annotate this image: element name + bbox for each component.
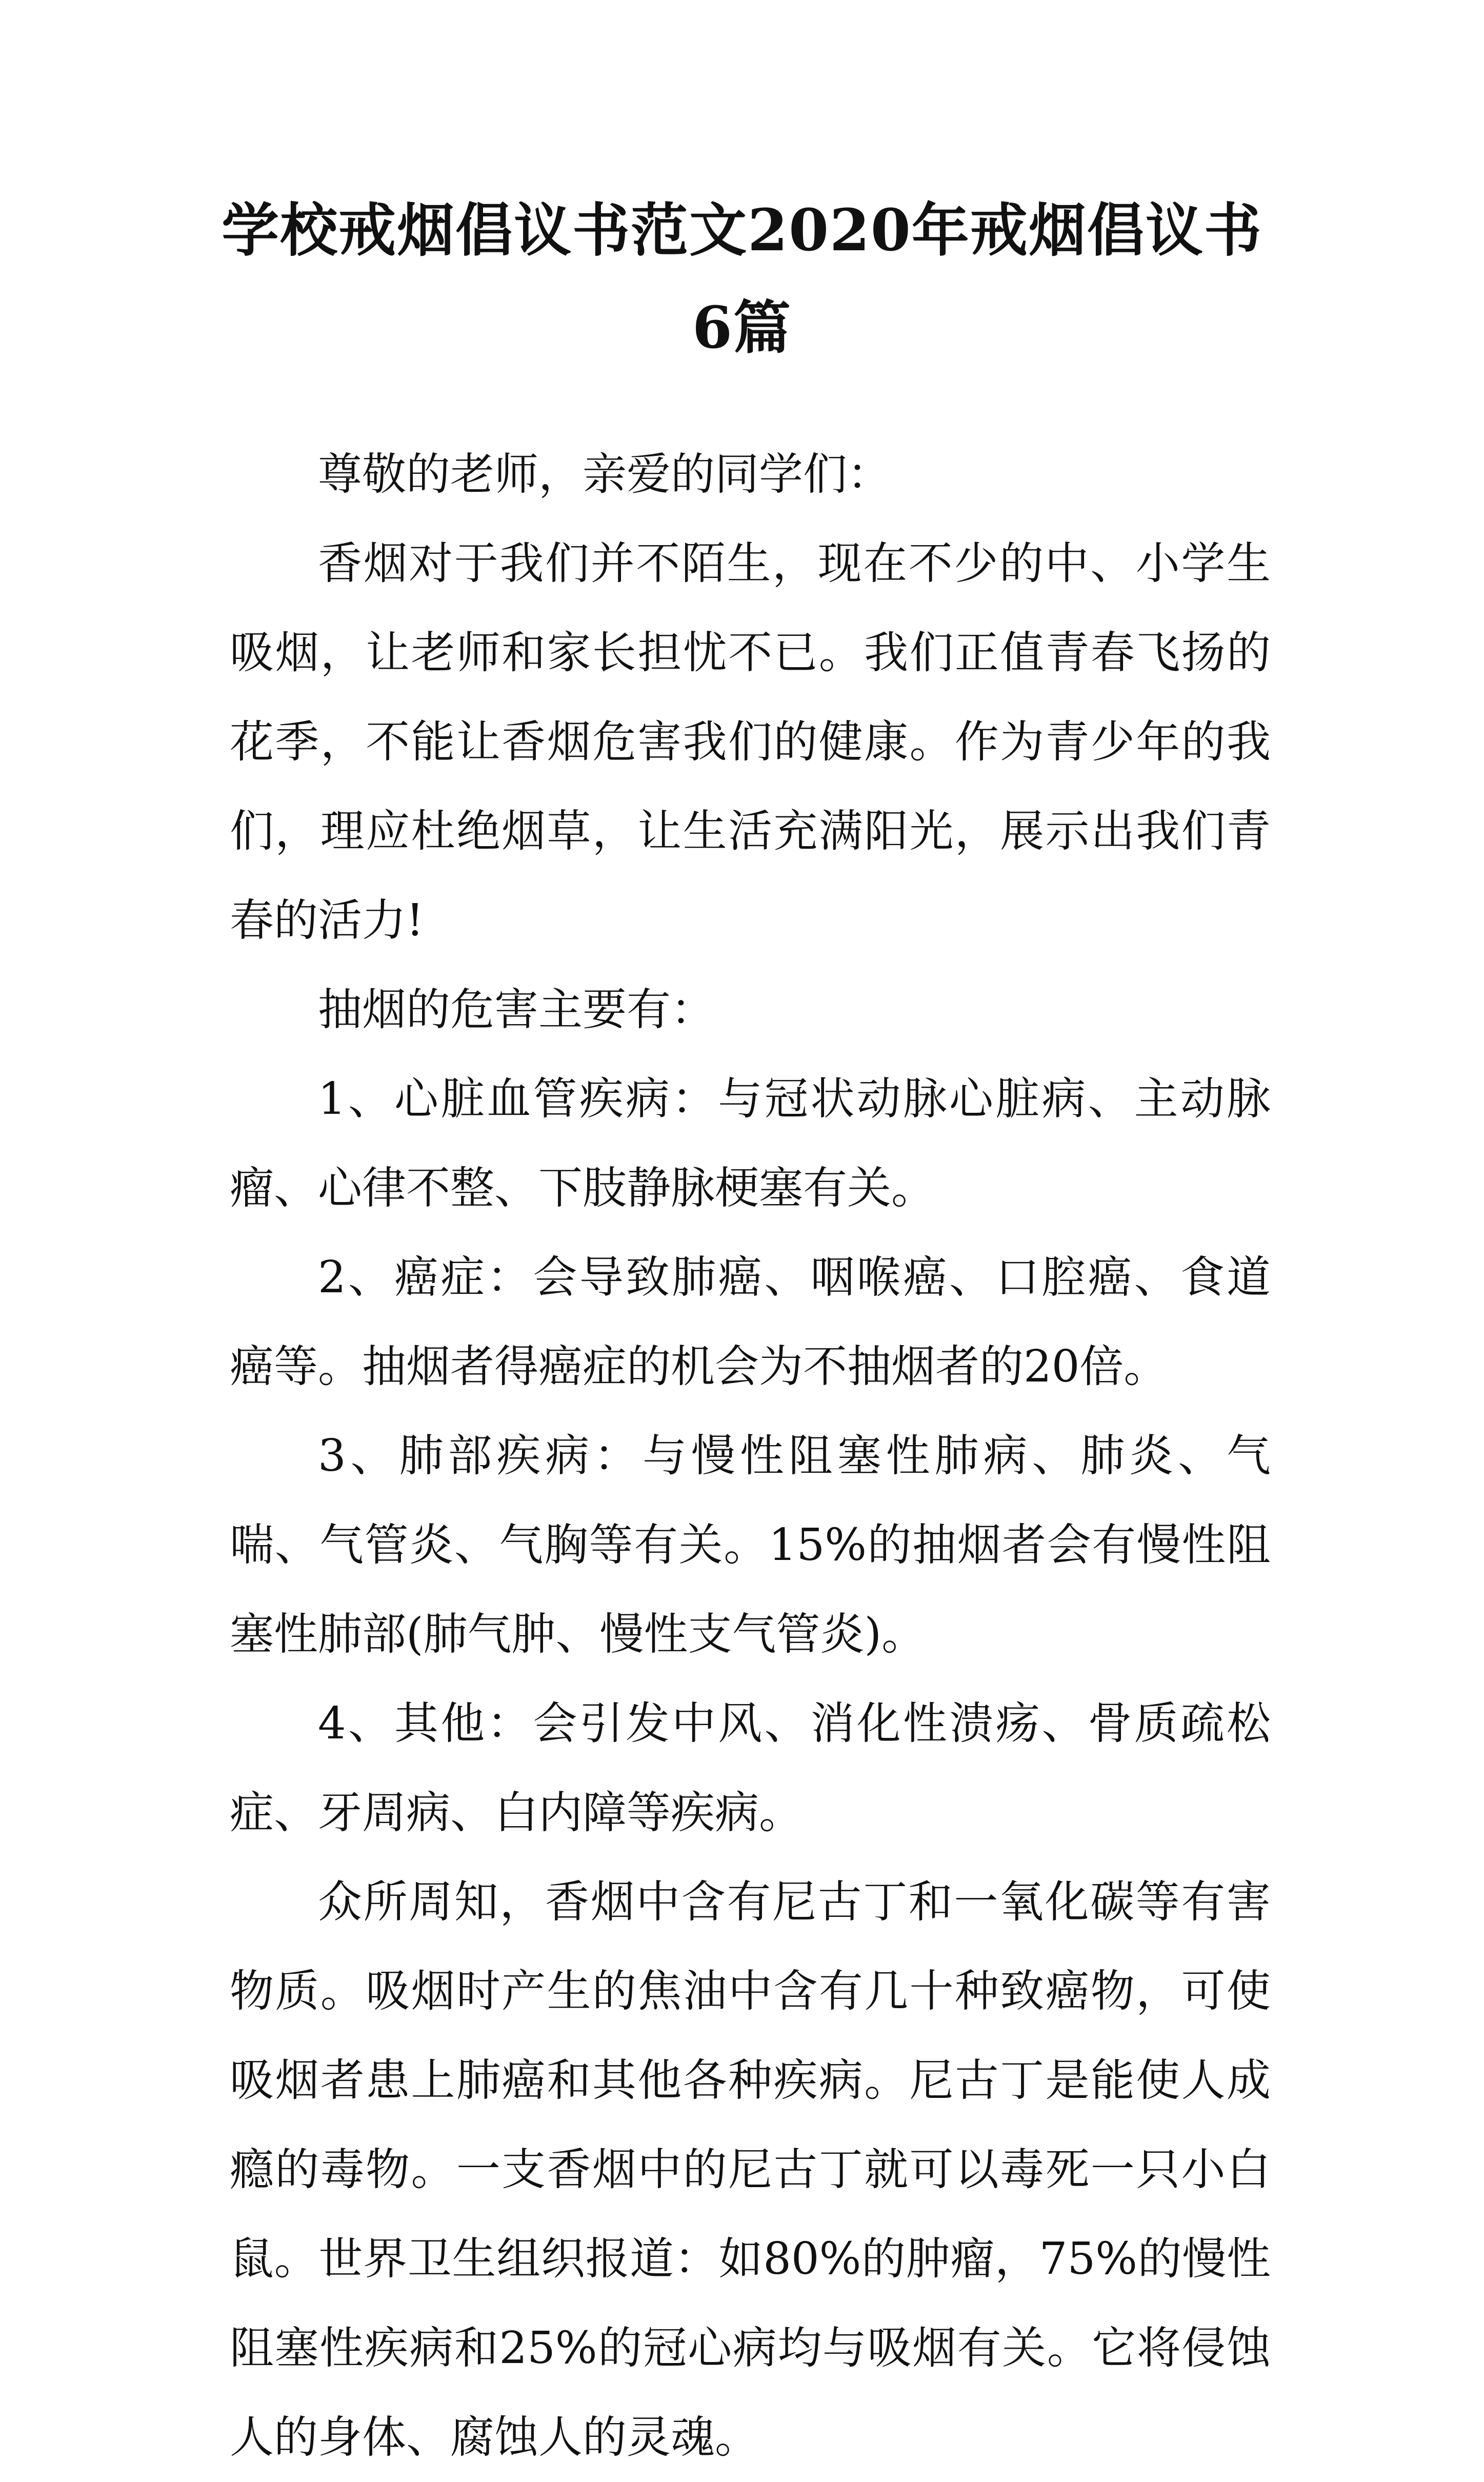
- paragraph-harm-1: 1、心脏血管疾病：与冠状动脉心脏病、主动脉瘤、心律不整、下肢静脉梗塞有关。: [230, 1073, 1271, 1214]
- paragraph-greeting: 尊敬的老师，亲爱的同学们：: [318, 449, 891, 500]
- paragraph-intro: 香烟对于我们并不陌生，现在不少的中、小学生吸烟，让老师和家长担忧不已。我们正值青春飞扬的花季，不能让香烟危害我们的健康。作为青少年的我们，理应杜绝烟草，让生活充满阳光，展示出我们青春的活力!: [230, 538, 1271, 946]
- paragraph-harm-4: 4、其他：会引发中风、消化性溃疡、骨质疏松症、牙周病、白内障等疾病。: [230, 1698, 1271, 1838]
- paragraph-harm-3: 3、肺部疾病：与慢性阻塞性肺病、肺炎、气喘、气管炎、气胸等有关。15%的抽烟者会有慢性阻塞性肺部(肺气肿、慢性支气管炎)。: [230, 1430, 1271, 1660]
- document-title: 学校戒烟倡议书范文2020年戒烟倡议书6篇: [222, 197, 1262, 362]
- paragraph-summary: 众所周知，香烟中含有尼古丁和一氧化碳等有害物质。吸烟时产生的焦油中含有几十种致癌物，可使吸烟者患上肺癌和其他各种疾病。尼古丁是能使人成瘾的毒物。一支香烟中的尼古丁就可以毒死一只小白鼠。世界卫生组织报道：如80%的肿瘤，75%的慢性阻塞性疾病和25%的冠心病均与吸烟有关。它将侵蚀人的身体、腐蚀人的灵魂。: [230, 1876, 1271, 2463]
- paragraph-harm-2: 2、癌症：会导致肺癌、咽喉癌、口腔癌、食道癌等。抽烟者得癌症的机会为不抽烟者的20倍。: [230, 1252, 1271, 1392]
- paragraph-harms-heading: 抽烟的危害主要有：: [318, 984, 715, 1035]
- document-body: [230, 430, 1271, 2482]
